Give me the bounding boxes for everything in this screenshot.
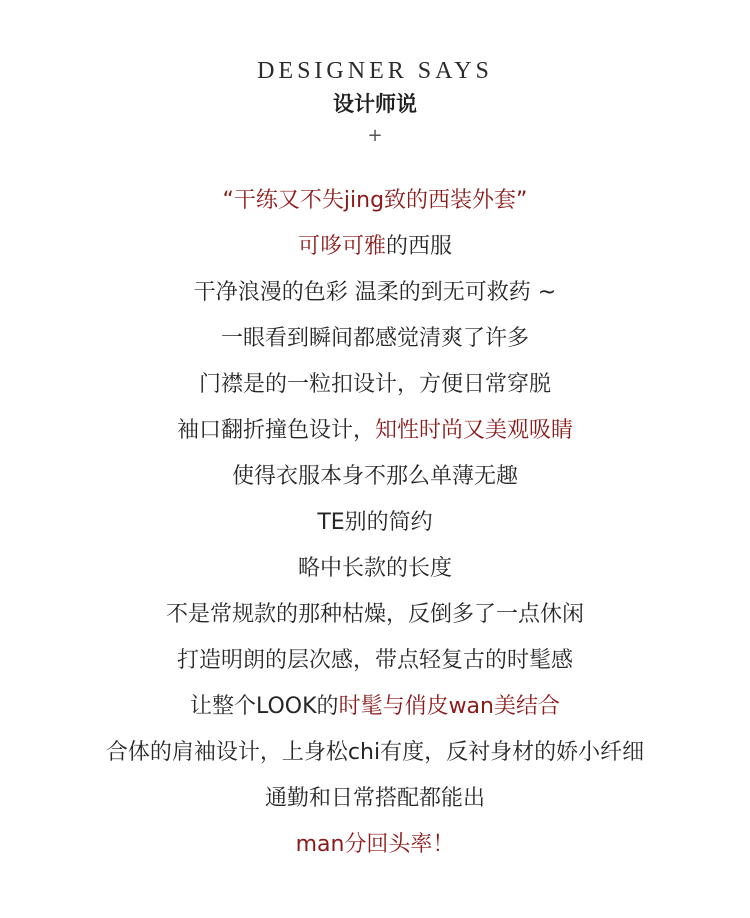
body-text: 通勤和日常搭配都能出	[264, 786, 485, 811]
description-line	[0, 592, 750, 638]
description-line	[0, 500, 750, 546]
body-text: 打造明朗的层次感，带点轻复古的时髦感	[176, 648, 573, 673]
description-line	[0, 316, 750, 362]
body-text: TE别的简约	[317, 510, 433, 535]
description-line	[0, 822, 750, 868]
description-line	[0, 362, 750, 408]
description-lines	[0, 178, 750, 868]
body-text: 袖口翻折撞色设计，	[176, 418, 375, 443]
description-line	[0, 270, 750, 316]
description-line	[0, 684, 750, 730]
body-text: 不是常规款的那种枯燥，反倒多了一点休闲	[165, 602, 584, 627]
description-line	[0, 638, 750, 684]
description-line	[0, 776, 750, 822]
highlight-text: 知性时尚又美观吸睛	[375, 418, 574, 443]
body-text: 合体的肩袖设计，上身松chi有度，反衬身材的娇小纤细	[105, 740, 645, 765]
body-text: 略中长款的长度	[297, 556, 452, 581]
body-text: 一眼看到瞬间都感觉清爽了许多	[220, 326, 529, 351]
body-text: 使得衣服本身不那么单薄无趣	[231, 464, 518, 489]
highlight-text: “干练又不失jing致的西装外套”	[222, 188, 528, 213]
description-line	[0, 454, 750, 500]
plus-divider-icon: +	[367, 125, 383, 146]
designer-says-title: DESIGNER SAYS	[257, 58, 493, 84]
description-line	[0, 408, 750, 454]
description-line	[0, 224, 750, 270]
description-line	[0, 178, 750, 224]
designer-says-subtitle: 设计师说	[333, 92, 417, 116]
description-line	[0, 546, 750, 592]
section-header	[0, 56, 750, 146]
body-text: 干净浪漫的色彩 温柔的到无可救药 ~	[193, 280, 557, 305]
highlight-text: 可哆可雅	[297, 234, 386, 259]
body-text: 的西服	[386, 234, 453, 259]
body-text: 让整个LOOK的	[190, 694, 339, 719]
highlight-text: man分回头率！	[295, 832, 455, 857]
highlight-text: 时髦与俏皮wan美结合	[338, 694, 560, 719]
description-line	[0, 730, 750, 776]
body-text: 门襟是的一粒扣设计，方便日常穿脱	[198, 372, 551, 397]
